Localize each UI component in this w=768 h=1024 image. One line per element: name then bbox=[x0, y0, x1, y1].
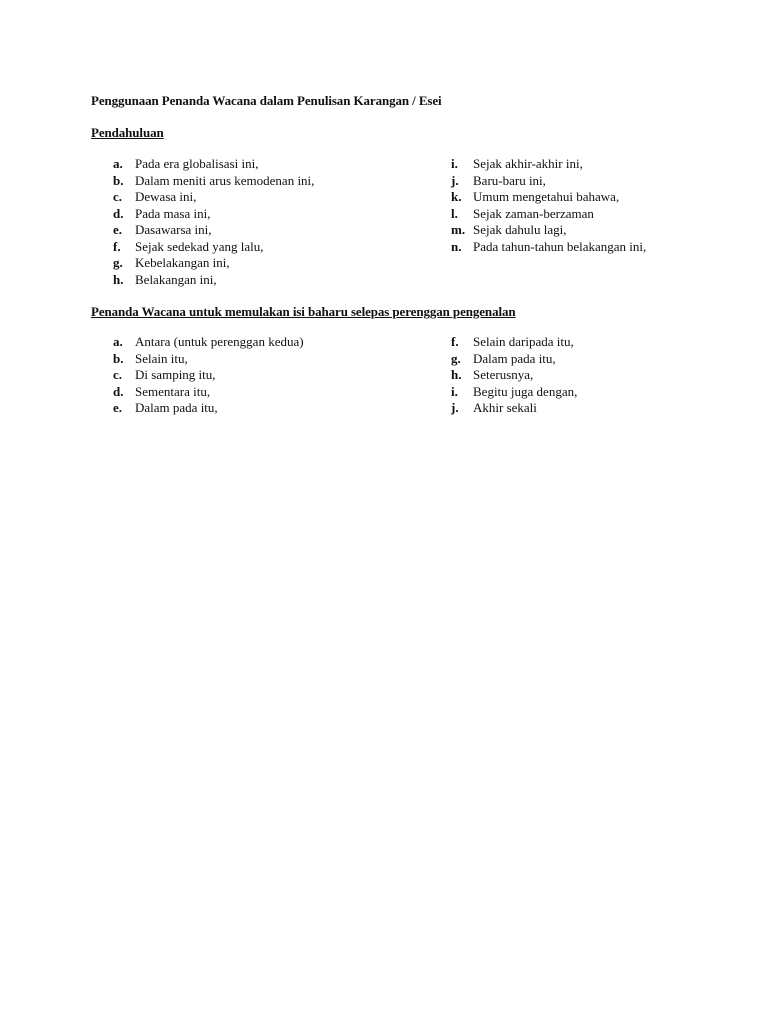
list-marker: m. bbox=[451, 222, 466, 237]
list-text: Kebelakangan ini, bbox=[135, 255, 230, 270]
list-marker: d. bbox=[113, 383, 124, 399]
list-text: Dalam pada itu, bbox=[135, 400, 218, 415]
list-text: Dewasa ini, bbox=[135, 189, 197, 204]
list-text: Sejak akhir-akhir ini, bbox=[473, 156, 583, 171]
list-text: Seterusnya, bbox=[473, 367, 534, 382]
list-text: Antara (untuk perenggan kedua) bbox=[135, 334, 304, 349]
list-text: Sejak dahulu lagi, bbox=[473, 222, 567, 237]
list-item bbox=[451, 173, 646, 190]
list-item bbox=[113, 173, 314, 190]
list-marker: l. bbox=[451, 205, 458, 221]
list-marker: a. bbox=[113, 156, 123, 171]
list-marker: k. bbox=[451, 189, 462, 204]
list-text: Sejak zaman-berzaman bbox=[473, 205, 594, 221]
list-marker: f. bbox=[451, 334, 459, 349]
list-item bbox=[113, 334, 304, 351]
list-item bbox=[113, 239, 314, 256]
list-marker: g. bbox=[451, 350, 461, 366]
section-heading-penanda-wacana: Penanda Wacana untuk memulakan isi baharu selepas perenggan pengenalan bbox=[91, 304, 516, 319]
list-marker: h. bbox=[113, 271, 124, 287]
list-text: Umum mengetahui bahawa, bbox=[473, 189, 620, 204]
list-item bbox=[113, 222, 314, 239]
section-heading-pendahuluan: Pendahuluan bbox=[91, 125, 164, 140]
list-text: Sejak sedekad yang lalu, bbox=[135, 238, 264, 254]
list-text: Belakangan ini, bbox=[135, 271, 217, 287]
list-item bbox=[113, 156, 314, 173]
list-marker: b. bbox=[113, 172, 124, 188]
document-title: Penggunaan Penanda Wacana dalam Penulisan Karangan / Esei bbox=[91, 93, 442, 108]
pendahuluan-list-left bbox=[113, 156, 314, 288]
penanda-wacana-list-left bbox=[113, 334, 304, 417]
list-marker: c. bbox=[113, 367, 123, 382]
list-item bbox=[451, 156, 646, 173]
penanda-wacana-list-right bbox=[451, 334, 577, 417]
list-text: Selain itu, bbox=[135, 350, 188, 366]
list-text: Di samping itu, bbox=[135, 367, 216, 382]
list-marker: i. bbox=[451, 156, 458, 171]
list-marker: g. bbox=[113, 255, 123, 270]
list-text: Sementara itu, bbox=[135, 383, 211, 399]
list-text: Dasawarsa ini, bbox=[135, 222, 212, 237]
list-marker: h. bbox=[451, 367, 462, 382]
list-item bbox=[113, 400, 304, 417]
list-text: Pada masa ini, bbox=[135, 205, 211, 221]
list-marker: j. bbox=[451, 400, 459, 415]
list-text: Akhir sekali bbox=[473, 400, 537, 415]
list-item bbox=[451, 189, 646, 206]
pendahuluan-list-right bbox=[451, 156, 646, 255]
list-item bbox=[113, 367, 304, 384]
list-text: Pada tahun-tahun belakangan ini, bbox=[473, 238, 647, 254]
list-text: Baru-baru ini, bbox=[473, 172, 546, 188]
list-marker: f. bbox=[113, 238, 121, 254]
list-item bbox=[451, 334, 577, 351]
list-item bbox=[451, 367, 577, 384]
list-item bbox=[451, 384, 577, 401]
list-text: Dalam pada itu, bbox=[473, 350, 556, 366]
list-item bbox=[113, 189, 314, 206]
list-text: Selain daripada itu, bbox=[473, 334, 574, 349]
list-item bbox=[451, 400, 577, 417]
list-marker: n. bbox=[451, 238, 462, 254]
list-item bbox=[451, 239, 646, 256]
list-text: Pada era globalisasi ini, bbox=[135, 156, 259, 171]
list-item bbox=[113, 255, 314, 272]
list-marker: e. bbox=[113, 222, 123, 237]
list-item bbox=[451, 206, 646, 223]
list-marker: d. bbox=[113, 205, 124, 221]
list-item bbox=[113, 384, 304, 401]
list-marker: b. bbox=[113, 350, 124, 366]
list-item bbox=[113, 272, 314, 289]
list-item bbox=[451, 351, 577, 368]
list-item bbox=[113, 206, 314, 223]
list-text: Dalam meniti arus kemodenan ini, bbox=[135, 172, 315, 188]
list-text: Begitu juga dengan, bbox=[473, 383, 578, 399]
list-item bbox=[451, 222, 646, 239]
list-item bbox=[113, 351, 304, 368]
list-marker: a. bbox=[113, 334, 123, 349]
list-marker: i. bbox=[451, 383, 458, 399]
list-marker: e. bbox=[113, 400, 123, 415]
list-marker: j. bbox=[451, 172, 459, 188]
list-marker: c. bbox=[113, 189, 123, 204]
